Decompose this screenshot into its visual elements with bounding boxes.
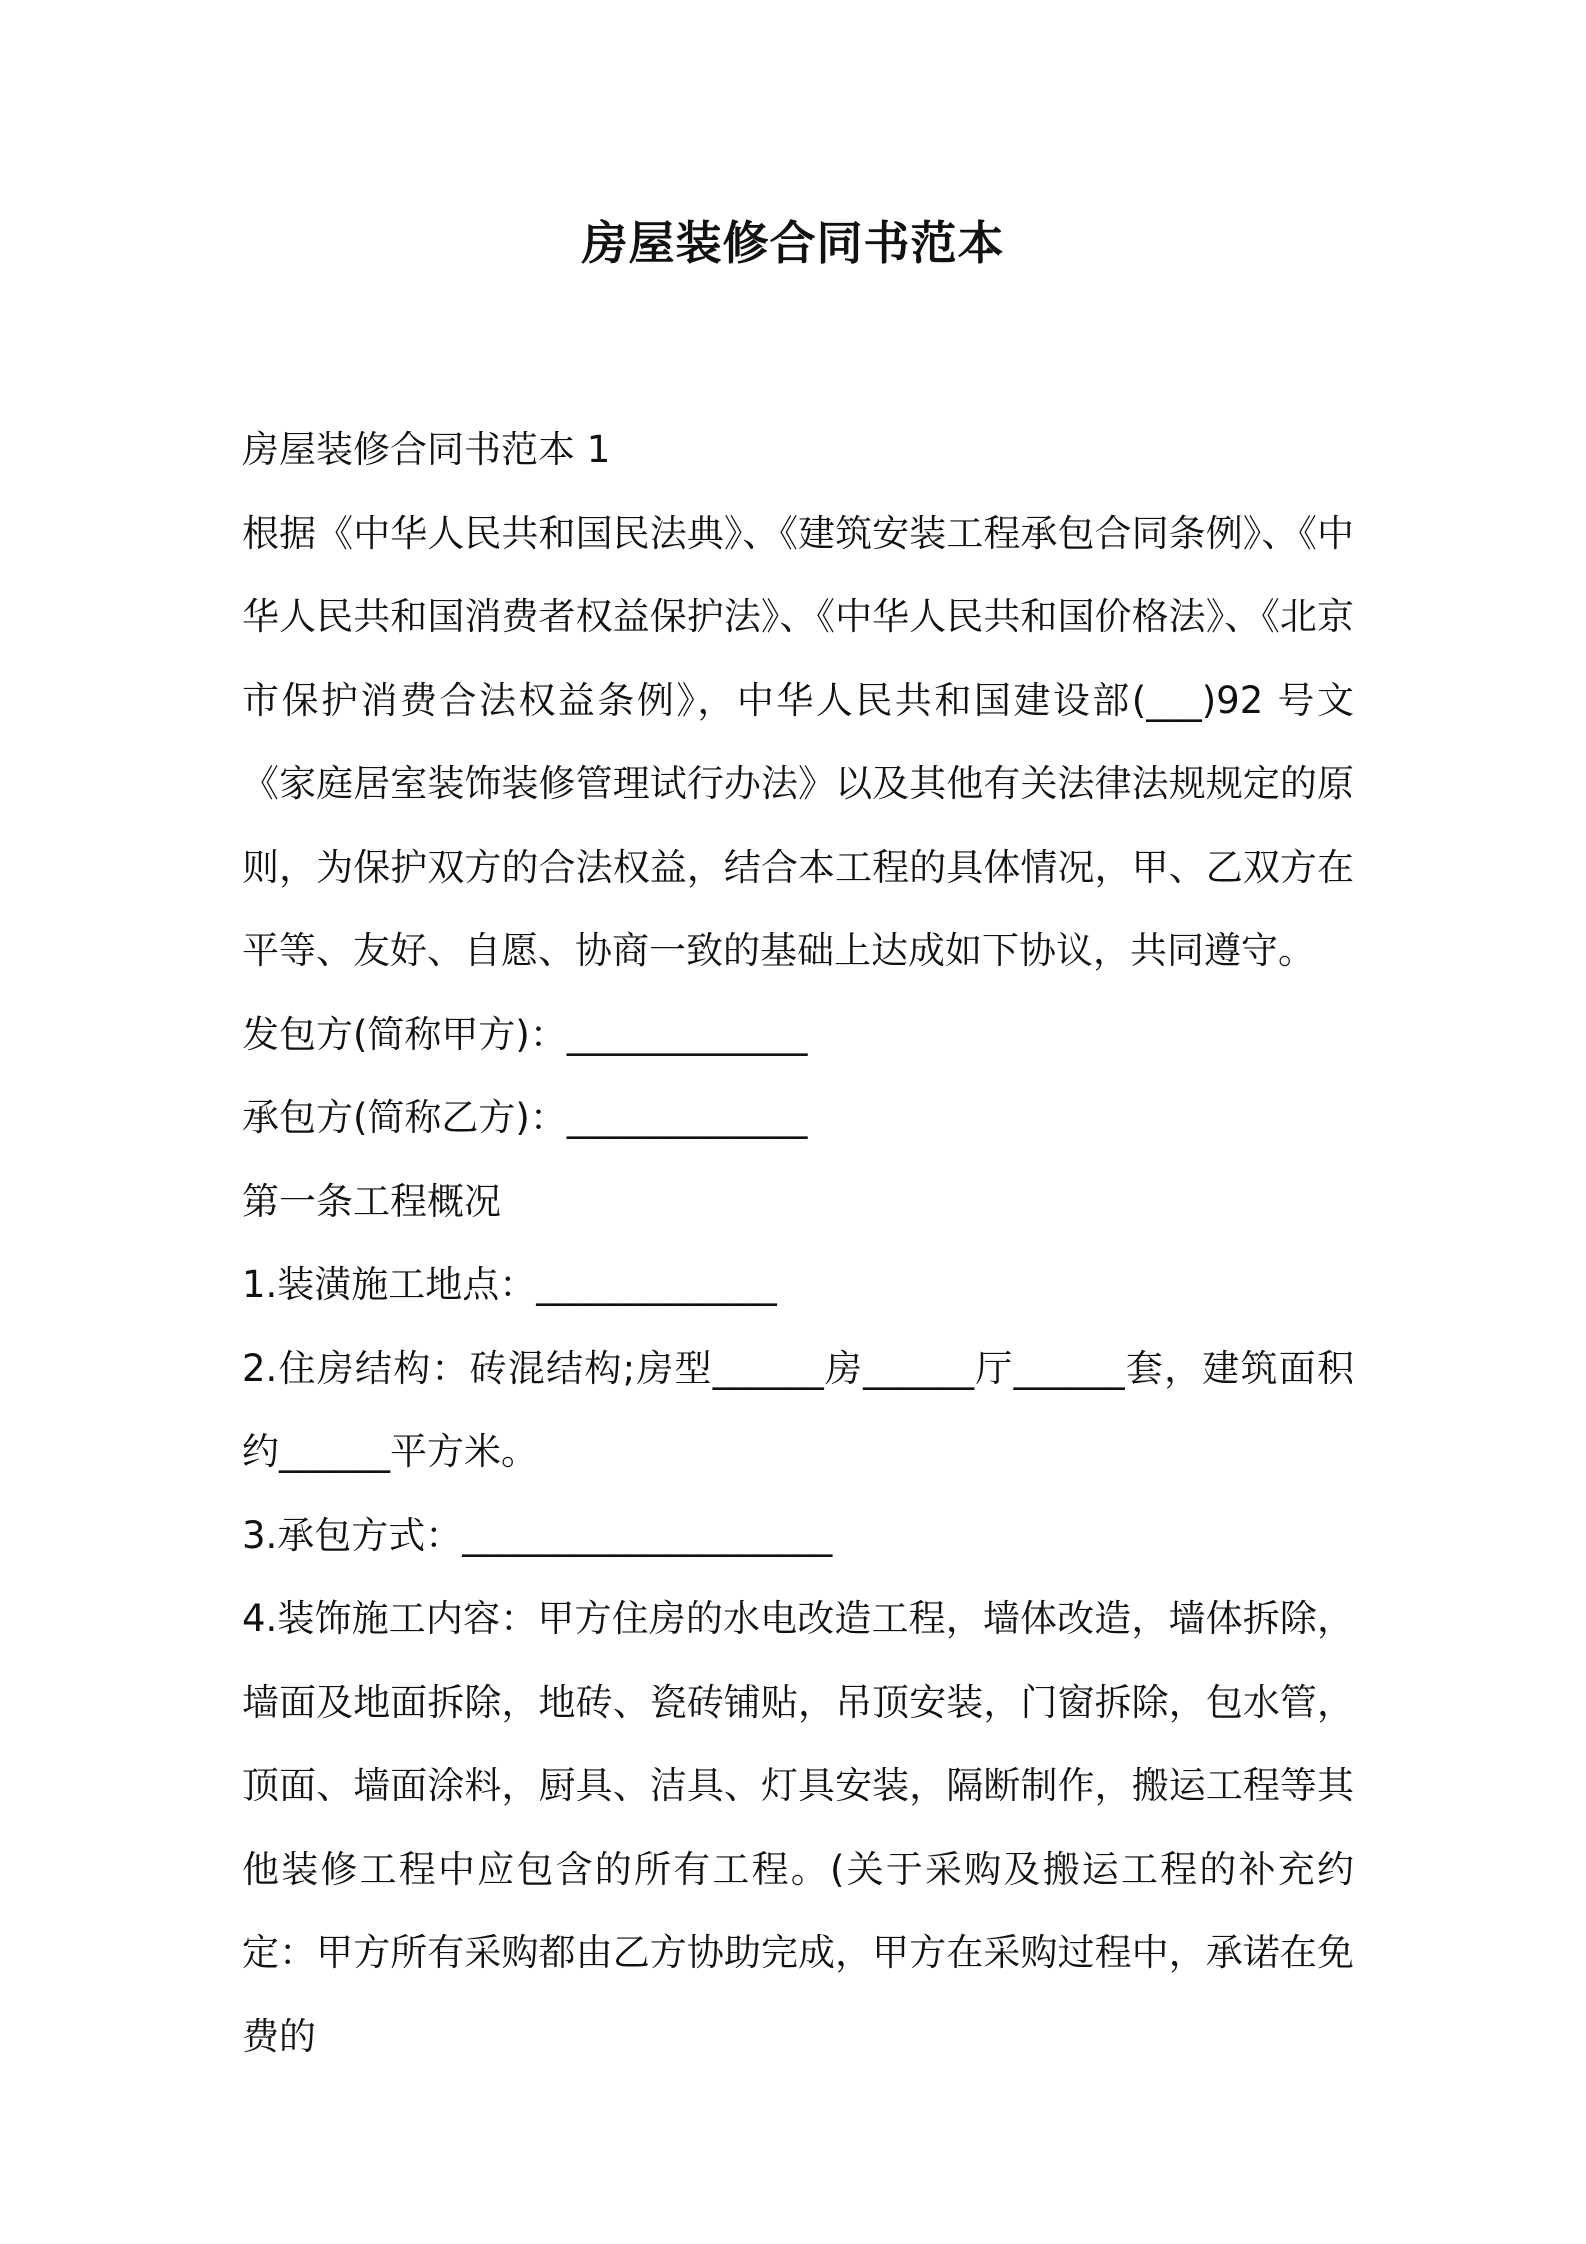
article-1-heading: 第一条工程概况: [242, 1179, 501, 1223]
preamble-paragraph: 根据《中华人民共和国民法典》、《建筑安装工程承包合同条例》、《中华人民共和国消费者权益保护法》、《中华人民共和国价格法》、《北京市保护消费合法权益条例》，中华人民共和国建设部(___)92 号文《家庭居室装饰装修管理试行办法》以及其他有关法律法规规定的原则，为保护双方的合法权益，结合本工程的具体情况，甲、乙双方在平等、友好、自愿、协商一致的基础上达成如下协议，共同遵守。: [242, 511, 1354, 972]
document-title: 房屋装修合同书范本: [581, 216, 1005, 270]
item-3-contract-method: 3.承包方式：____________________: [242, 1513, 833, 1557]
item-1-location: 1.装潢施工地点：_____________: [242, 1263, 777, 1306]
item-4-work-content: 4.装饰施工内容：甲方住房的水电改造工程，墙体改造，墙体拆除，墙面及地面拆除，地砖、瓷砖铺贴，吊顶安装，门窗拆除，包水管，顶面、墙面涂料，厨具、洁具、灯具安装，隔断制作，搬运工程等其他装修工程中应包含的所有工程。(关于采购及搬运工程的补充约定：甲方所有采购都由乙方协助完成，甲方在采购过程中，承诺在免费的: [242, 1597, 1354, 2058]
document-body: [242, 408, 1354, 2078]
party-a-line: 发包方(简称甲方)：_____________: [242, 1012, 808, 1056]
item-2-structure: 2.住房结构：砖混结构;房型______房______厅______套，建筑面积约______平方米。: [242, 1346, 1354, 1473]
section-heading: 房屋装修合同书范本 1: [242, 428, 611, 471]
party-b-line: 承包方(简称乙方)：_____________: [242, 1096, 808, 1139]
